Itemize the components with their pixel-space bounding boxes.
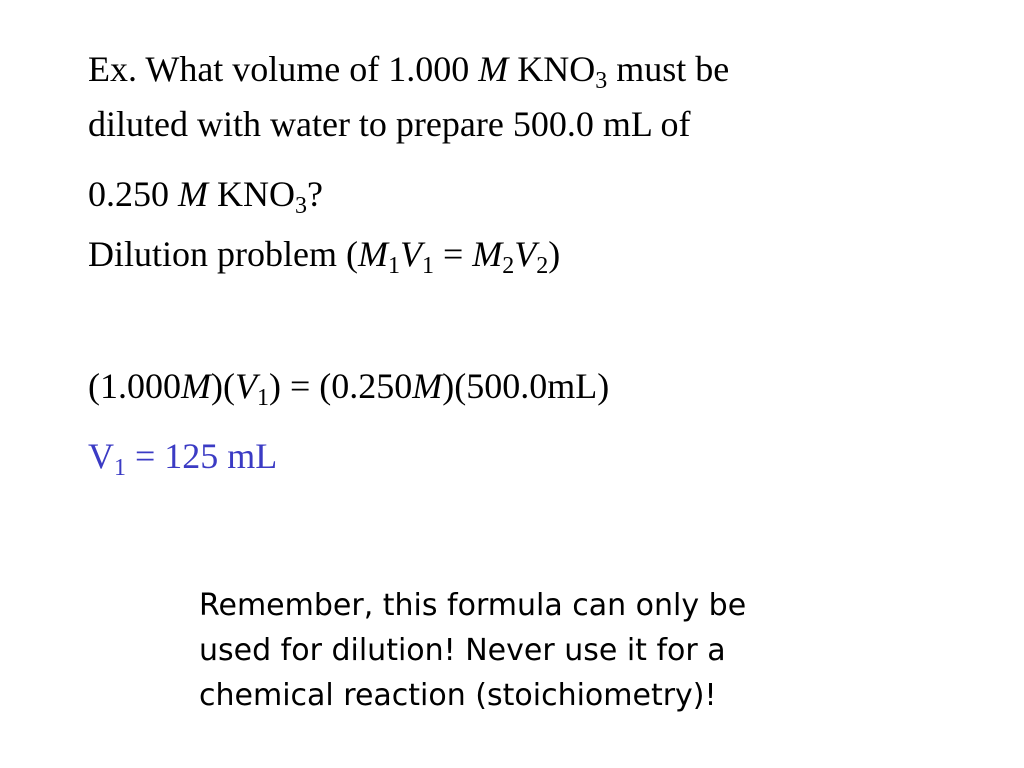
equals-sign: = [433,234,473,274]
problem-line-1-prefix: Ex. What volume of 1.000 [88,49,479,89]
formula-kno: KNO [508,49,596,89]
v2-subscript: 2 [536,253,549,279]
molarity-symbol: M [181,366,211,406]
m1-subscript: 1 [387,253,400,279]
m2-symbol: M [472,234,503,274]
equation-part-4: )(500.0mL) [442,366,610,406]
v2-symbol: V [514,234,537,274]
m2-subscript: 2 [502,253,515,279]
reminder-line-1: Remember, this formula can only be [199,588,747,623]
reminder-note [199,583,859,718]
equation-part-3: ) = (0.250 [268,366,413,406]
reminder-line-3: chemical reaction (stoichiometry)! [199,678,717,713]
v1-symbol: V [234,366,257,406]
problem-line-1-suffix: must be [607,49,730,89]
problem-line-3-suffix: ? [307,174,323,214]
problem-line-1 [88,48,730,94]
problem-line-3-prefix: 0.250 [88,174,178,214]
formula-kno: KNO [208,174,295,214]
reminder-line-2: used for dilution! Never use it for a [199,633,726,668]
equation-part-1: (1.000 [88,366,181,406]
molarity-symbol: M [178,174,208,214]
dilution-formula-line [88,233,561,279]
answer-v-subscript: 1 [114,455,126,481]
answer-value: = 125 mL [126,436,278,476]
molarity-symbol: M [478,49,509,89]
v1-symbol: V [399,234,422,274]
answer-v-symbol: V [88,436,114,476]
substitution-equation [88,365,610,411]
molarity-symbol: M [412,366,443,406]
m1-symbol: M [357,234,388,274]
formula-subscript: 3 [595,68,608,94]
problem-line-3 [88,173,323,219]
v1-subscript: 1 [256,385,269,411]
v1-subscript: 1 [421,253,434,279]
answer-line [88,435,278,481]
dilution-close-paren: ) [548,234,561,274]
dilution-label: Dilution problem ( [88,234,358,274]
formula-subscript: 3 [295,193,307,219]
problem-line-2: diluted with water to prepare 500.0 mL of [88,104,691,144]
equation-part-2: )( [211,366,235,406]
